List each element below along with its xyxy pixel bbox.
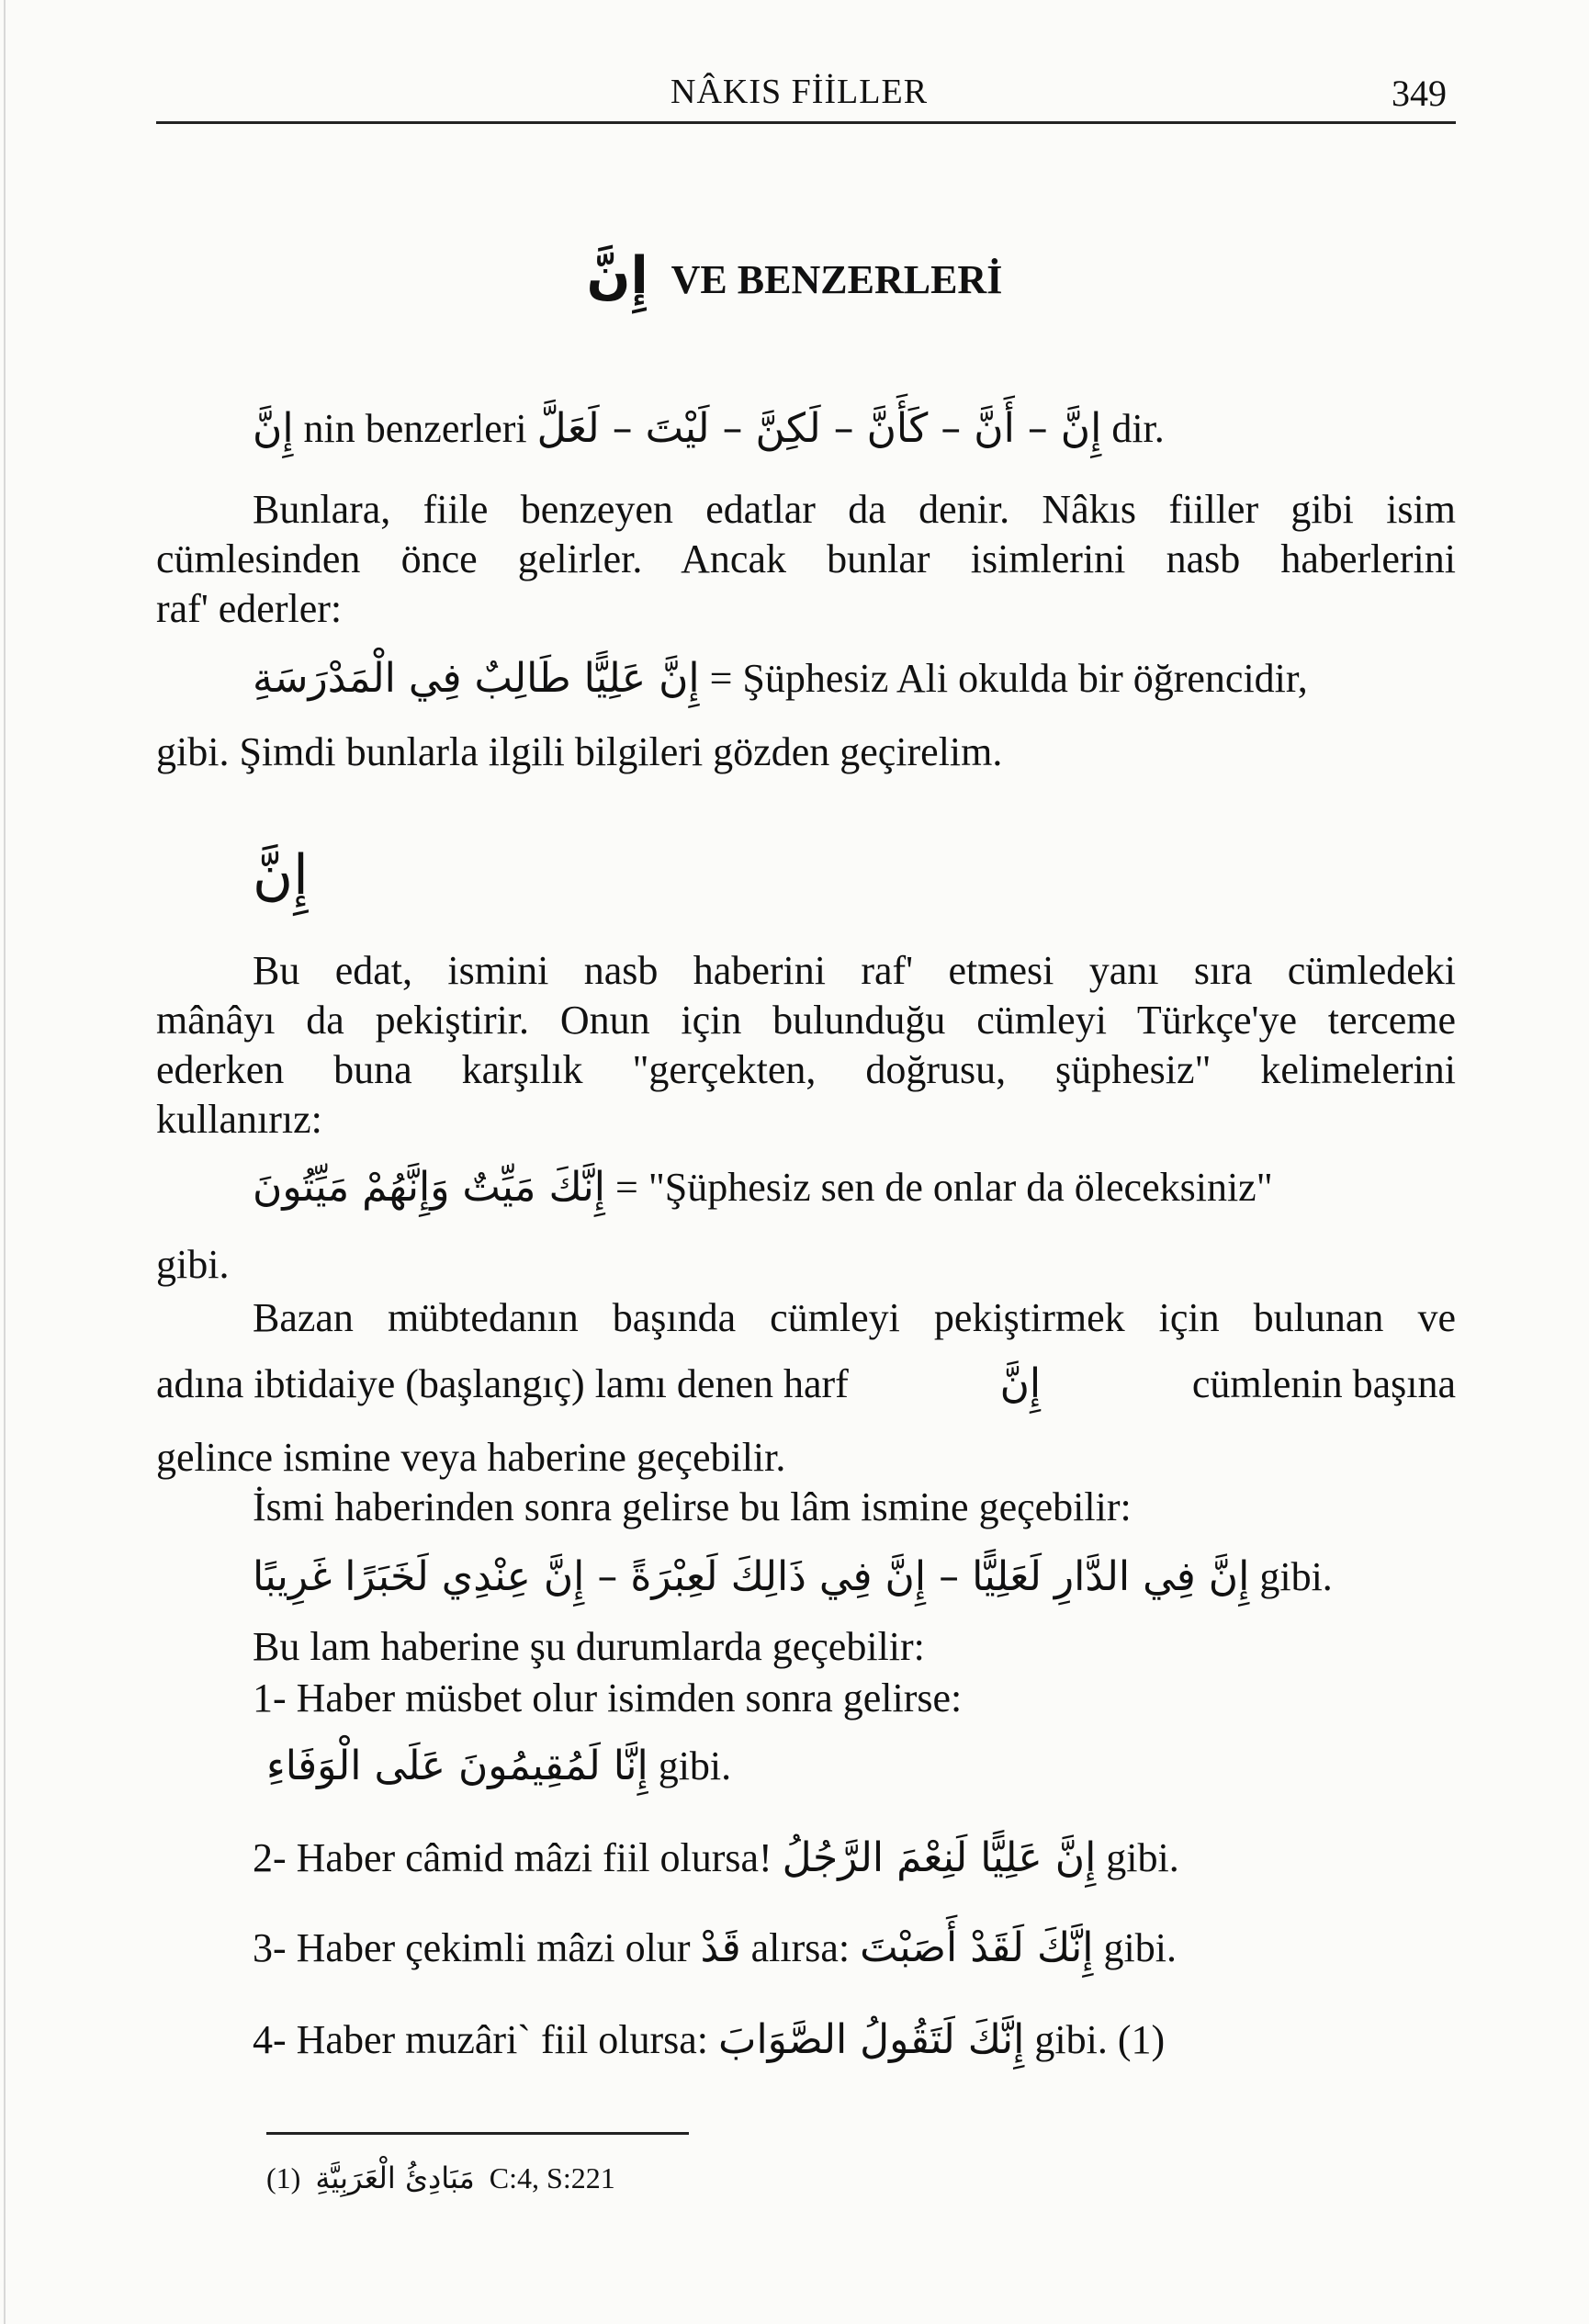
example2-text: = "Şüphesiz sen de onlar da öleceksiniz" bbox=[615, 1165, 1273, 1210]
para3-line3: gelince ismine veya haberine geçebilir. bbox=[156, 1435, 786, 1480]
example2-arabic: إِنَّكَ مَيِّتٌ وَإِنَّهُمْ مَيِّتُونَ bbox=[253, 1164, 606, 1211]
rule-1-example bbox=[266, 1742, 731, 1791]
para5-line1: Bu lam haberine şu durumlarda geçebilir: bbox=[253, 1624, 925, 1669]
para3-line2-arabic: إِنَّ bbox=[999, 1360, 1042, 1407]
rule-1-gibi: gibi. bbox=[658, 1743, 732, 1788]
example2 bbox=[253, 1163, 1273, 1213]
example1 bbox=[253, 654, 1308, 704]
rule-4-text: 4- Haber muzâri` fiil olursa: bbox=[253, 2017, 709, 2062]
rule-2-text: 2- Haber câmid mâzi fiil olursa! bbox=[253, 1835, 772, 1880]
header-rule bbox=[156, 121, 1456, 124]
footnote-rule bbox=[266, 2132, 689, 2135]
example1-text: = Şüphesiz Ali okulda bir öğrencidir, bbox=[709, 656, 1308, 701]
rule-3-gibi: gibi. bbox=[1103, 1925, 1177, 1970]
header-title: NÂKIS FİİLLER bbox=[671, 73, 929, 111]
intro-arabic-list: إِنَّ – أَنَّ – كَأَنَّ – لَكِنَّ – لَيْتَ – لَعَلَّ bbox=[536, 405, 1102, 452]
para3-line2-text: adına ibtidaiye (başlangıç) lamı denen harf bbox=[156, 1361, 849, 1406]
section-heading bbox=[0, 246, 1589, 306]
para2-line4: kullanırız: bbox=[156, 1097, 322, 1142]
para4-example bbox=[253, 1552, 1333, 1602]
subheading-arabic: إِنَّ bbox=[253, 843, 309, 908]
rule-4-gibi: gibi. (1) bbox=[1034, 2017, 1166, 2062]
para1-end: gibi. Şimdi bunlarla ilgili bilgileri gözden geçirelim. bbox=[156, 729, 1003, 774]
rule-3-text2: alırsa: bbox=[750, 1925, 851, 1970]
heading-arabic: إِنَّ bbox=[586, 246, 648, 306]
rule-2-arabic: إِنَّ عَلِيًّا لَنِعْمَ الرَّجُلُ bbox=[782, 1834, 1097, 1881]
footnote-arabic: مَبَادِئُ الْعَرَبِيَّةِ bbox=[315, 2160, 475, 2195]
para4-arabic: إِنَّ فِي الدَّارِ لَعَلِيًّا – إِنَّ فِي ذَالِكَ لَعِبْرَةً – إِنَّ عِنْدِي لَخَبَرًا غَرِيبًا bbox=[253, 1553, 1250, 1600]
example1-arabic: إِنَّ عَلِيًّا طَالِبٌ فِي الْمَدْرَسَةِ bbox=[253, 655, 700, 702]
rule-3-arabic: إِنَّكَ لَقَدْ أَصَبْتَ bbox=[860, 1924, 1094, 1971]
rule-3 bbox=[253, 1924, 1177, 1973]
rule-2-gibi: gibi. bbox=[1106, 1835, 1179, 1880]
rule-3-text: 3- Haber çekimli mâzi olur bbox=[253, 1925, 691, 1970]
para4-gibi: gibi. bbox=[1259, 1554, 1333, 1599]
para3-line2-tail: cümlenin başına bbox=[1191, 1361, 1456, 1406]
rule-4-arabic: إِنَّكَ لَتَقُولُ الصَّوَابَ bbox=[718, 2016, 1025, 2063]
rule-4 bbox=[253, 2015, 1165, 2065]
para1-line2: cümlesinden önce gelirler. Ancak bunlar isimlerini nasb haberlerini bbox=[156, 536, 1456, 581]
page-edge bbox=[4, 0, 6, 2324]
rule-1-arabic: إِنَّا لَمُقِيمُونَ عَلَى الْوَفَاءِ bbox=[266, 1743, 648, 1789]
page-number: 349 bbox=[1392, 73, 1447, 114]
para1-line1: Bunlara, fiile benzeyen edatlar da denir. Nâkıs fiiller gibi isim bbox=[253, 487, 1456, 532]
para3-line2 bbox=[156, 1359, 1456, 1409]
para2-line3: ederken buna karşılık "gerçekten, doğrusu, şüphesiz" kelimelerini bbox=[156, 1047, 1456, 1092]
rule-1-text: 1- Haber müsbet olur isimden sonra gelirse: bbox=[253, 1675, 963, 1720]
para2-line2: mânâyı da pekiştirir. Onun için bulunduğu cümleyi Türkçe'ye terceme bbox=[156, 998, 1456, 1043]
footnote bbox=[266, 2160, 615, 2195]
intro-arabic: إِنَّ bbox=[253, 405, 294, 452]
para3-line1: Bazan mübtedanın başında cümleyi pekiştirmek için bulunan ve bbox=[253, 1295, 1456, 1340]
footnote-ref: C:4, S:221 bbox=[489, 2161, 615, 2194]
gibi-line: gibi. bbox=[156, 1242, 230, 1287]
running-header bbox=[156, 72, 1456, 129]
para4-line1: İsmi haberinden sonra gelirse bu lâm ismine geçebilir: bbox=[253, 1484, 1132, 1529]
intro-line bbox=[253, 404, 1165, 454]
rule-2 bbox=[253, 1833, 1179, 1883]
para2-line1: Bu edat, ismini nasb haberini raf' etmesi yanı sıra cümledeki bbox=[253, 948, 1456, 993]
intro-dir: dir. bbox=[1111, 406, 1165, 451]
heading-title: VE BENZERLERİ bbox=[671, 257, 1003, 302]
rule-3-arabic-qad: قَدْ bbox=[700, 1924, 741, 1971]
para1-line3: raf' ederler: bbox=[156, 586, 343, 631]
footnote-number: (1) bbox=[266, 2161, 301, 2194]
intro-text: nin benzerleri bbox=[303, 406, 527, 451]
